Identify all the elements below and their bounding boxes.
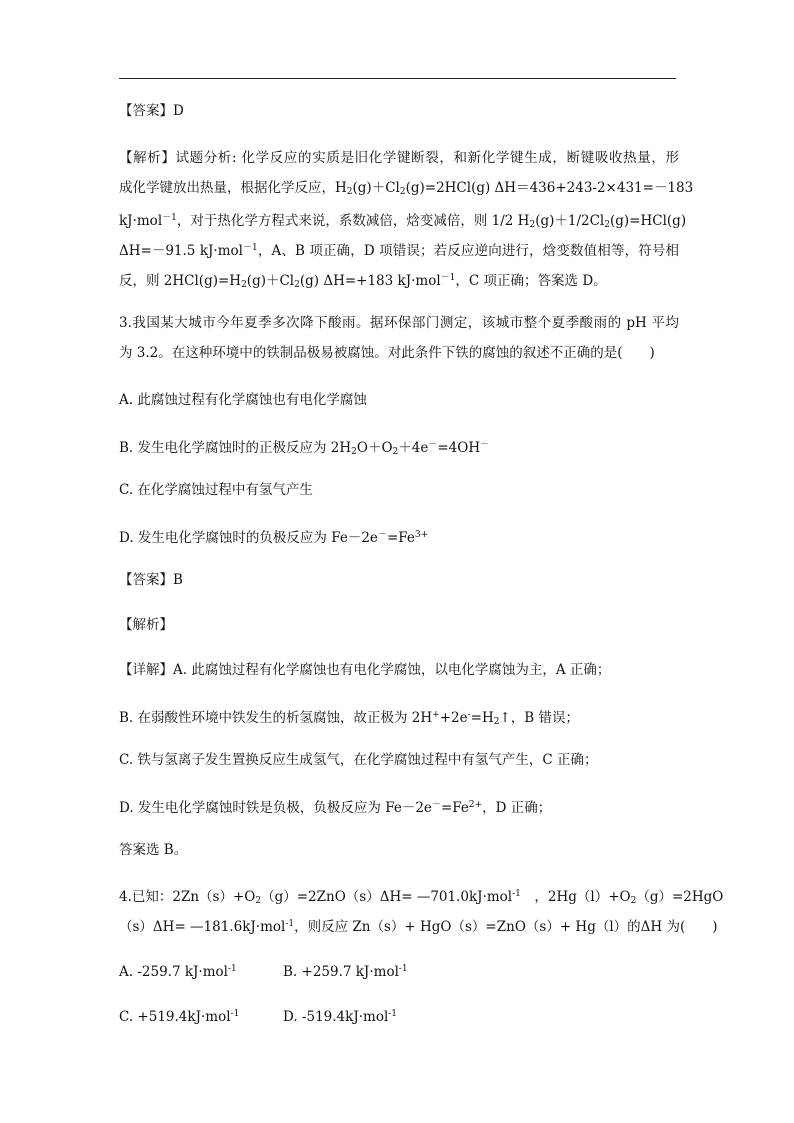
q3-stem-line-2: 为 3.2。在这种环境中的铁制品极易被腐蚀。对此条件下铁的腐蚀的叙述不正确的是( ) [119, 345, 655, 361]
analysis-line-2: 成化学键放出热量，根据化学反应，$H_2(g)+Cl_2(g)=2HCl(g)$ ΔH＝436+243-2×431=－183 [119, 180, 694, 197]
answer-d: 【答案】D [119, 103, 184, 119]
q3-option-d: D. 发生电化学腐蚀时的负极反应为 $Fe-2e^-=Fe^{3+}$ [119, 530, 429, 546]
q3-detail-d: D. 发生电化学腐蚀时铁是负极，负极反应为 $Fe-2e^-=Fe^{2+}$，D 正确； [119, 800, 552, 816]
q3-option-a: A. 此腐蚀过程有化学腐蚀也有电化学腐蚀 [119, 392, 367, 408]
q3-answer: 【答案】B [119, 572, 183, 588]
q3-final-answer: 答案选 B。 [119, 842, 188, 858]
analysis-line-5: 反，则 $2HCl(g)=H_2(g)+Cl_2(g)$ ΔH=+183 kJ·mol$^{-1}$，C 项正确；答案选 D。 [119, 273, 607, 290]
q3-analysis-label: 【解析】 [119, 617, 173, 633]
analysis-line-4: ΔH=－91.5 kJ·mol$^{-1}$，A、B 项正确，D 项错误；若反应逆向进行，焓变数值相等，符号相 [119, 243, 679, 259]
header-rule [119, 78, 676, 79]
analysis-line-1: 【解析】试题分析: 化学反应的实质是旧化学键断裂，和新化学键生成，断键吸收热量，形 [119, 150, 679, 166]
q4-stem-line-1: 4.已知：$2Zn(s)+O_2(g)=2ZnO(s)\Delta H=$ —701.0kJ·mol$^{-1}$ ，$2Hg(l)+O_2(g)=2HgO$ [119, 889, 724, 906]
q4-option-b: B. +259.7 kJ·mol$^{-1}$ [283, 964, 408, 980]
analysis-line-3: kJ·mol$^{-1}$，对于热化学方程式来说，系数减倍，焓变减倍，则 1/2 $H_2(g)+1/2Cl_2(g)=HCl(g)$ [119, 213, 687, 230]
q3-detail-a: 【详解】A. 此腐蚀过程有化学腐蚀也有电化学腐蚀，以电化学腐蚀为主，A 正确； [119, 662, 611, 678]
q4-option-a: A. -259.7 kJ·mol$^{-1}$ [119, 964, 237, 980]
q3-detail-c: C. 铁与氢离子发生置换反应生成氢气，在化学腐蚀过程中有氢气产生，C 正确； [119, 752, 598, 768]
q4-stem-line-2: （s）ΔH= —181.6kJ·mol$^{-1}$，则反应 Zn（s）+ HgO（s）=ZnO（s）+ Hg（l）的ΔH 为( ) [119, 919, 718, 935]
q3-option-c: C. 在化学腐蚀过程中有氢气产生 [119, 482, 313, 498]
q3-stem-line-1: 3.我国某大城市今年夏季多次降下酸雨。据环保部门测定，该城市整个夏季酸雨的 pH 平均 [119, 315, 679, 331]
q4-option-d: D. -519.4kJ·mol$^{-1}$ [283, 1009, 398, 1025]
q4-option-c: C. +519.4kJ·mol$^{-1}$ [119, 1009, 240, 1025]
q3-detail-b: B. 在弱酸性环境中铁发生的析氢腐蚀，故正极为 $2H^++2e^-=H_2↑$，B 错误； [119, 710, 579, 727]
q3-option-b: B. 发生电化学腐蚀时的正极反应为 $2H_2O+O_2+4e^-=4OH^-$ [119, 440, 490, 457]
